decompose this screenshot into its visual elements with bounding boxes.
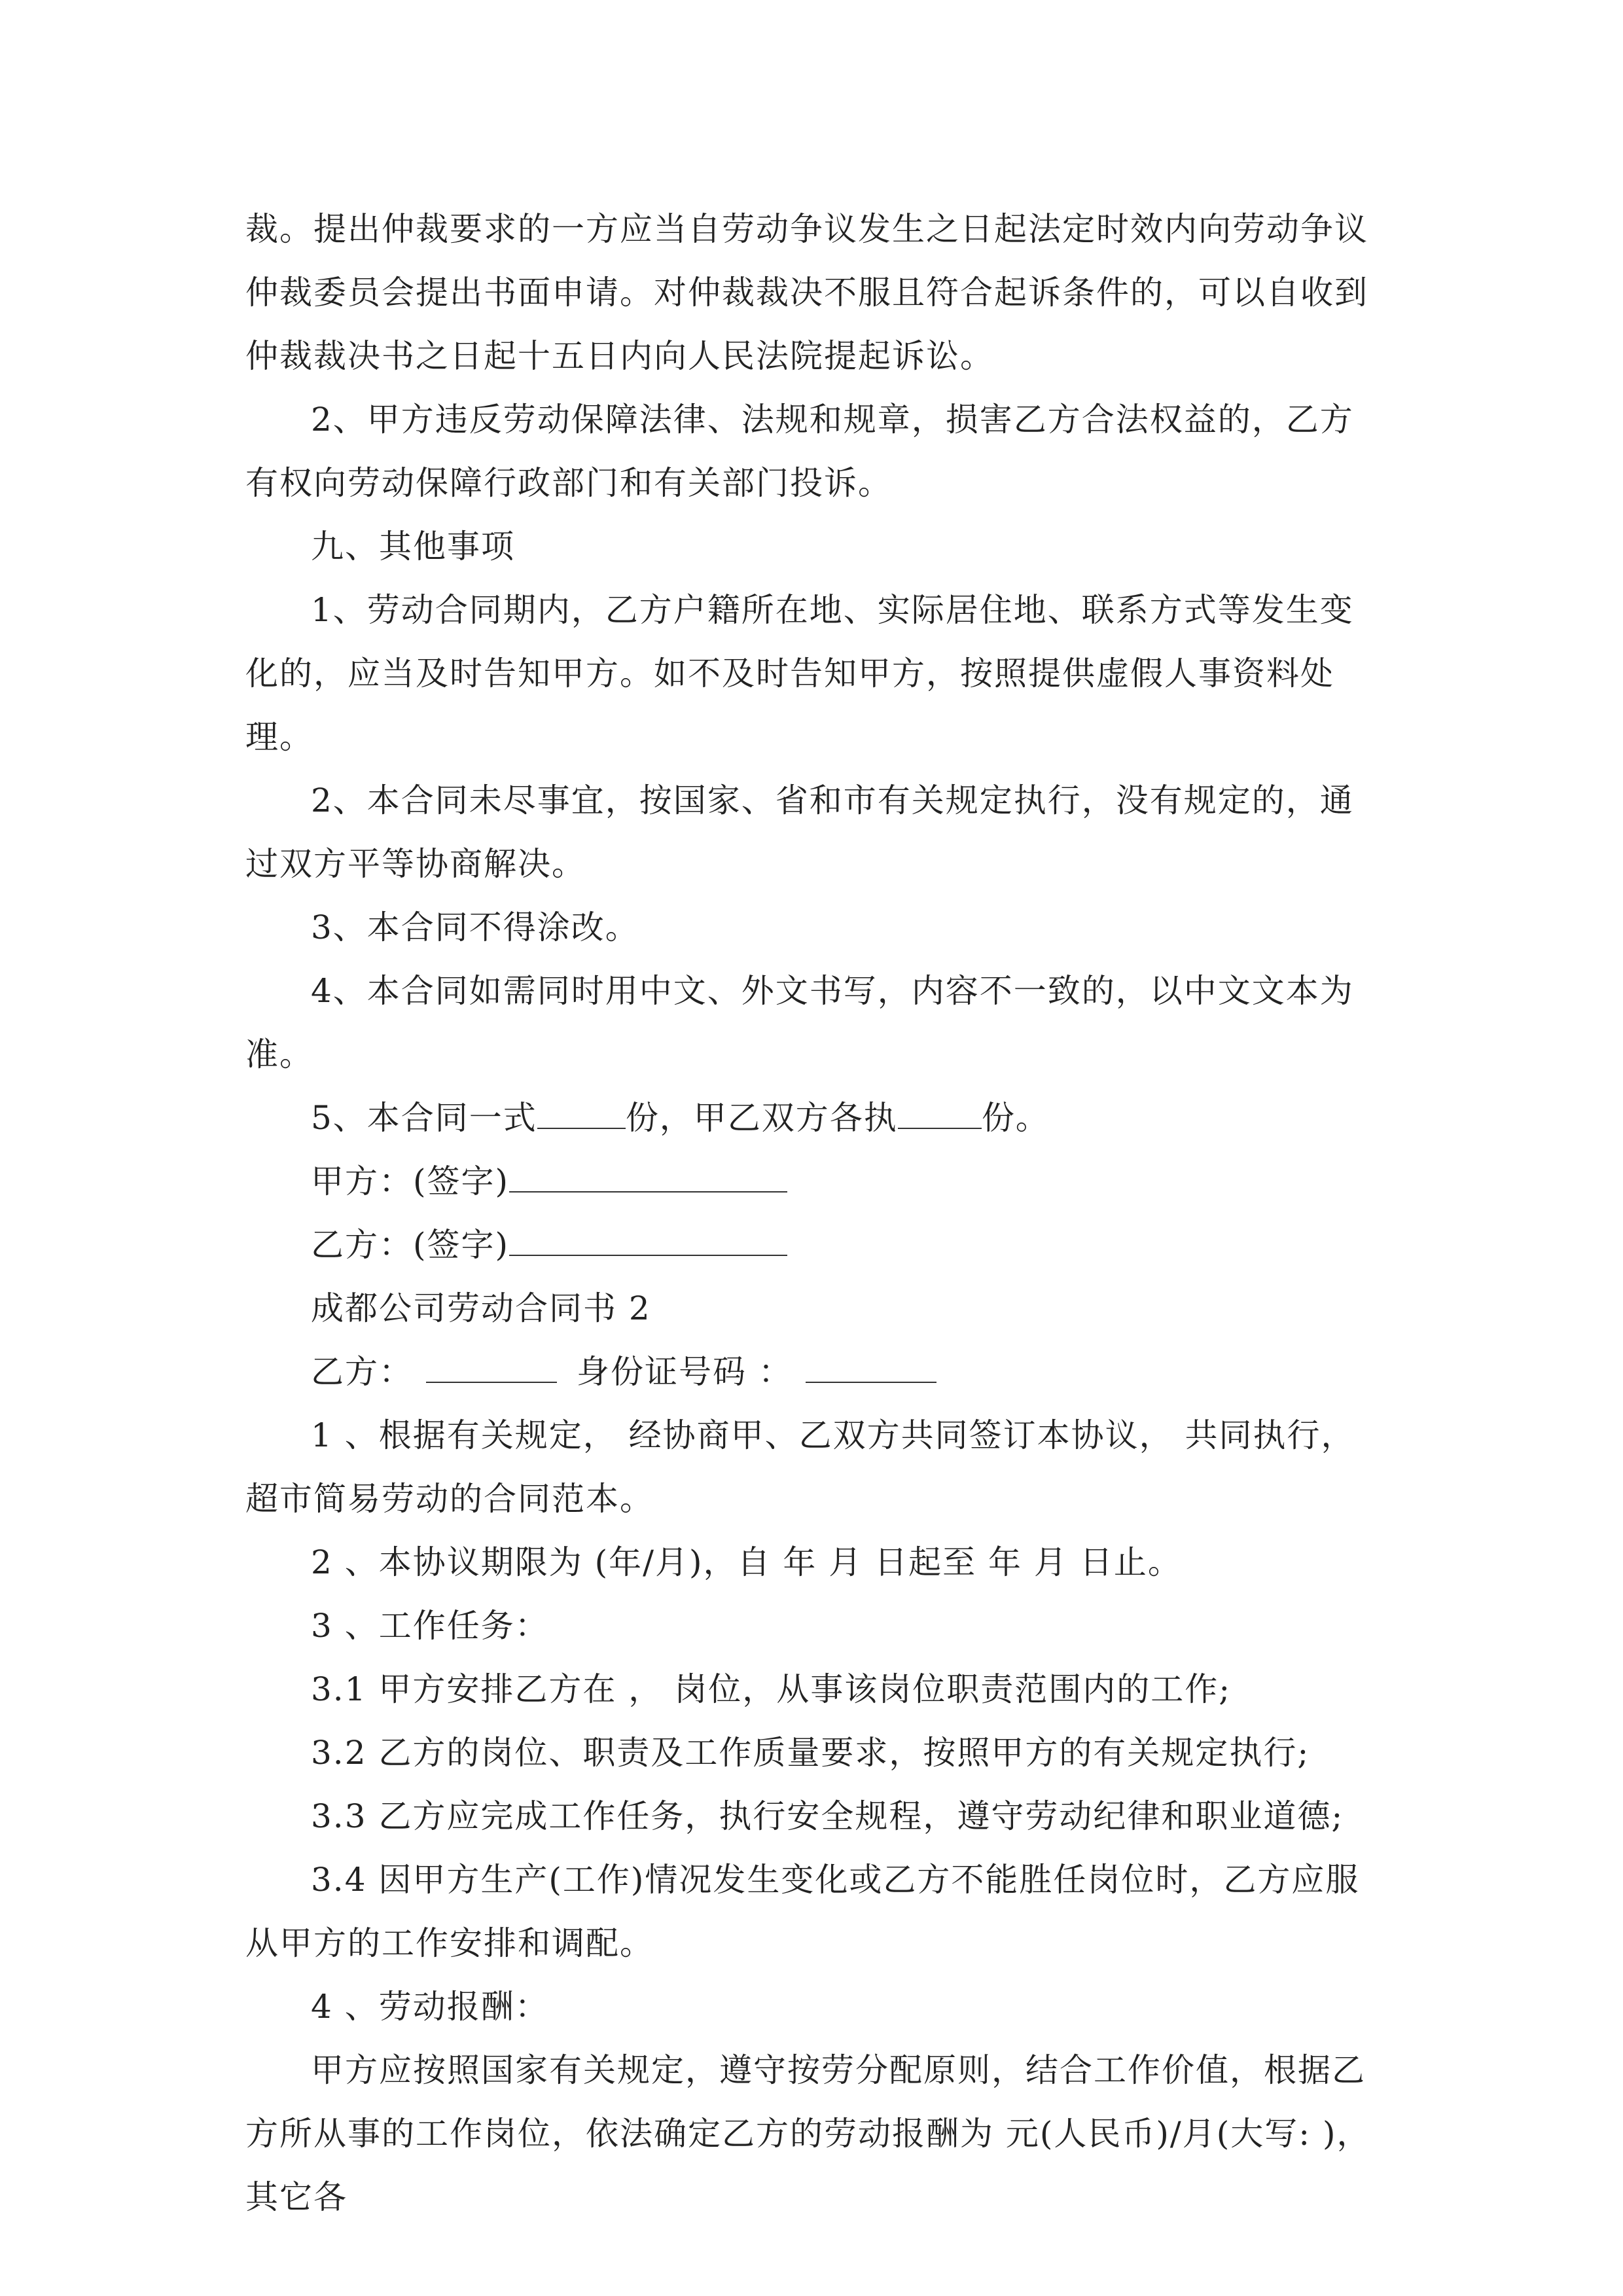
- section-heading-other-matters: 九、其他事项: [311, 528, 515, 565]
- paragraph-arbitration: 裁。提出仲裁要求的一方应当自劳动争议发生之日起法定时效内向劳动争议仲裁委员会提出书面申请。对仲裁裁决不服且符合起诉条件的，可以自收到仲裁裁决书之日起十五日内向人民法院提起诉讼。: [245, 210, 1368, 375]
- party-a-signature-blank[interactable]: [509, 1161, 787, 1193]
- paragraph-language: 4、本合同如需同时用中文、外文书写，内容不一致的，以中文文本为准。: [245, 972, 1354, 1073]
- paragraph-copies: [245, 1086, 1381, 1150]
- party-b-signature-label: 乙方：(签字): [311, 1226, 510, 1264]
- document-body: [245, 198, 1381, 2229]
- clause-4-remuneration: 甲方应按照国家有关规定，遵守按劳分配原则，结合工作价值，根据乙方所从事的工作岗位，依法确定乙方的劳动报酬为 元(人民币)/月(大写: )，其它各: [245, 2051, 1371, 2216]
- copies-each-blank[interactable]: [898, 1098, 982, 1129]
- copies-text-3: 份。: [981, 1099, 1050, 1137]
- paragraph-no-alteration: 3、本合同不得涂改。: [311, 908, 639, 946]
- party-b-name-blank[interactable]: [426, 1352, 557, 1383]
- party-a-signature-line: [245, 1150, 1381, 1213]
- paragraph-unresolved-matters: 2、本合同未尽事宜，按国家、省和市有关规定执行，没有规定的，通过双方平等协商解决。: [245, 781, 1354, 883]
- clause-3-1: 3.1 甲方安排乙方在 ， 岗位，从事该岗位职责范围内的工作;: [311, 1670, 1232, 1708]
- id-number-label: 身份证号码 ：: [577, 1353, 793, 1391]
- party-b-label: 乙方：: [311, 1353, 413, 1391]
- copies-total-blank[interactable]: [537, 1098, 626, 1129]
- copies-text-1: 5、本合同一式: [311, 1099, 537, 1137]
- clause-3-4: 3.4 因甲方生产(工作)情况发生变化或乙方不能胜任岗位时，乙方应服从甲方的工作安排和调配。: [245, 1861, 1360, 1962]
- id-number-line: [245, 1340, 1381, 1404]
- paragraph-change-notice: 1、劳动合同期内，乙方户籍所在地、实际居住地、联系方式等发生变化的，应当及时告知甲方。如不及时告知甲方，按照提供虚假人事资料处理。: [245, 591, 1354, 756]
- id-number-blank[interactable]: [806, 1352, 936, 1383]
- paragraph-complaint: 2、甲方违反劳动保障法律、法规和规章，损害乙方合法权益的，乙方有权向劳动保障行政部门和有关部门投诉。: [245, 401, 1354, 502]
- copies-text-2: 份，甲乙双方各执: [625, 1099, 898, 1137]
- clause-3-2: 3.2 乙方的岗位、职责及工作质量要求，按照甲方的有关规定执行;: [311, 1734, 1310, 1772]
- clause-3-heading: 3 、工作任务：: [311, 1607, 549, 1645]
- contract-title-2: 成都公司劳动合同书 2: [311, 1289, 651, 1327]
- party-b-signature-blank[interactable]: [509, 1225, 787, 1256]
- clause-4-heading: 4 、劳动报酬：: [311, 1988, 549, 2026]
- party-b-signature-line: [245, 1213, 1381, 1277]
- party-a-signature-label: 甲方：(签字): [311, 1162, 510, 1200]
- clause-3-3: 3.3 乙方应完成工作任务，执行安全规程，遵守劳动纪律和职业道德;: [311, 1797, 1344, 1835]
- clause-2-term: 2 、本协议期限为 (年/月)，自 年 月 日起至 年 月 日止。: [311, 1543, 1182, 1581]
- clause-1-basis: 1 、根据有关规定， 经协商甲、乙双方共同签订本协议， 共同执行，超市简易劳动的合同范本。: [245, 1416, 1355, 1518]
